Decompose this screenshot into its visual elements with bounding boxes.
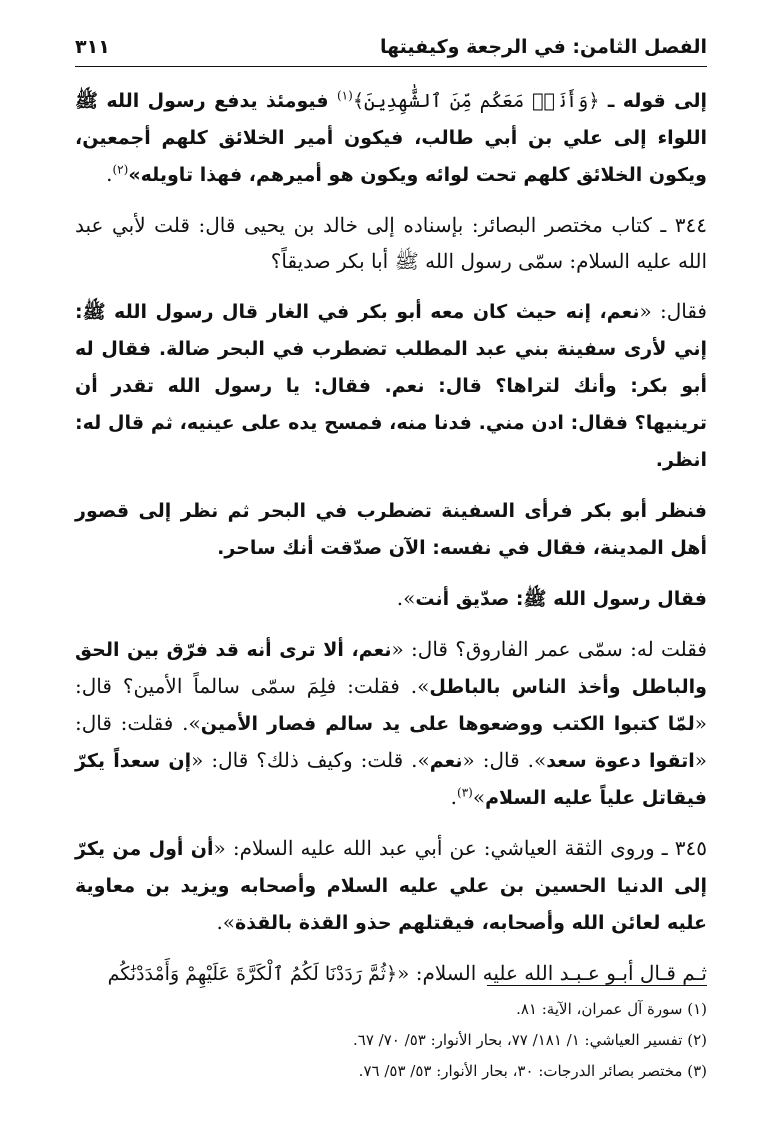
- footnotes: [75, 994, 707, 1087]
- text-run: »: [472, 785, 486, 809]
- text-run: ﴿وَأَنَا۠ مَعَكُم مِّنَ ٱلشَّٰهِدِينَ﴾: [352, 90, 600, 112]
- text-run: ». قال: «: [462, 748, 547, 772]
- paragraph: [75, 293, 707, 478]
- footnote-rule: [487, 985, 707, 986]
- text-run: نعم، إنه حيث كان معه أبو بكر في الغار قال رسول الله ﷺ: إني لأرى سفينة بني عبد المطلب تضطرب في البحر ضالة. فقال له أبو بكر: وأنك لتراها؟ قال: نعم. فقال: يا رسول الله تقدر أن ترينيها؟ فقال: ادن مني. فدنا منه، فمسح يده على عينيه، ثم قال له: انظر.: [75, 301, 707, 471]
- footnote-marker: (٣): [457, 785, 473, 800]
- running-header: [75, 30, 707, 64]
- text-run: لمّا كتبوا الكتب ووضعوها على يد سالم فصار الأمين: [200, 713, 695, 735]
- paragraph: [75, 955, 707, 992]
- footnote-marker: (٢): [112, 162, 129, 177]
- text-run: نعم: [429, 750, 463, 772]
- paragraph: [75, 830, 707, 941]
- text-run: إن سعداً يكرّ فيقاتل علياً عليه السلام: [75, 750, 707, 809]
- main-text: [75, 82, 707, 1006]
- text-run: ». فقلت: قال: «: [75, 711, 708, 772]
- text-run: ».: [396, 586, 416, 610]
- footnote-marker: (١): [336, 88, 353, 103]
- paragraph: [75, 631, 707, 816]
- header-rule: [75, 66, 707, 67]
- text-run: إلى قوله ـ: [599, 90, 707, 112]
- text-run: ٣٤٤ ـ كتاب مختصر البصائر: بإسناده إلى خالد بن يحيى قال: قلت لأبي عبد الله عليه السلام: سمّى رسول الله ﷺ أبا بكر صديقاً؟: [75, 213, 707, 273]
- chapter-title: الفصل الثامن: في الرجعة وكيفيتها: [379, 36, 707, 58]
- footnote: (١) سورة آل عمران، الآية: ٨١.: [516, 1000, 707, 1018]
- paragraph: [75, 492, 707, 566]
- text-run: ».: [216, 910, 236, 934]
- text-run: فقال: «: [639, 299, 707, 323]
- footnote: (٢) تفسير العياشي: ١/ ١٨١/ ٧٧، بحار الأنوار: ٥٣/ ٧٠/ ٦٧.: [353, 1031, 707, 1049]
- text-run: ٣٤٥ ـ وروى الثقة العياشي: عن أبي عبد الله عليه السلام: «: [213, 836, 708, 860]
- text-run: ثـم قـال أبـو عـبـد الله عليه السلام: «: [397, 961, 707, 985]
- text-run: فيومئذ يدفع رسول الله ﷺ اللواء إلى علي بن أبي طالب، فيكون أمير الخلائق كلهم أجمعين، ويكون الخلائق كلهم تحت لوائه ويكون هو أميرهم، فهذا تاويله»: [75, 90, 707, 186]
- text-run: ». قلت: وكيف ذلك؟ قال: «: [191, 748, 430, 772]
- text-run: .: [450, 785, 457, 809]
- text-run: ». فقلت: فلِمَ سمّى سالماً الأمين؟ قال: «: [75, 674, 707, 735]
- text-run: .: [106, 162, 113, 186]
- page-number: ٣١١: [75, 36, 110, 58]
- footnote: (٣) مختصر بصائر الدرجات: ٣٠، بحار الأنوار: ٥٣/ ٥٣/ ٧٦.: [358, 1062, 707, 1080]
- text-run: فنظر أبو بكر فرأى السفينة تضطرب في البحر ثم نظر إلى قصور أهل المدينة، فقال في نفسه: الآن صدّقت أنك ساحر.: [75, 500, 707, 559]
- text-run: فقلت له: سمّى عمر الفاروق؟ قال: «: [391, 637, 707, 661]
- text-run: نعم، ألا ترى أنه قد فرّق بين الحق والباطل وأخذ الناس بالباطل: [75, 639, 707, 698]
- paragraph: [75, 207, 707, 279]
- text-run: ﴿ثُمَّ رَدَدْنَا لَكُمُ ٱلْكَرَّةَ عَلَيْهِمْ وَأَمْدَدْنَٰكُم: [107, 963, 398, 985]
- text-run: اتقوا دعوة سعد: [546, 750, 695, 772]
- paragraph: [75, 82, 707, 193]
- text-run: فقال رسول الله ﷺ: صدّيق أنت: [415, 588, 707, 610]
- text-run: أن أول من يكرّ إلى الدنيا الحسين بن علي عليه السلام وأصحابه ويزيد بن معاوية عليه لعائن الله وأصحابه، فيقتلهم حذو القذة بالقذة: [75, 838, 707, 934]
- paragraph: [75, 580, 707, 617]
